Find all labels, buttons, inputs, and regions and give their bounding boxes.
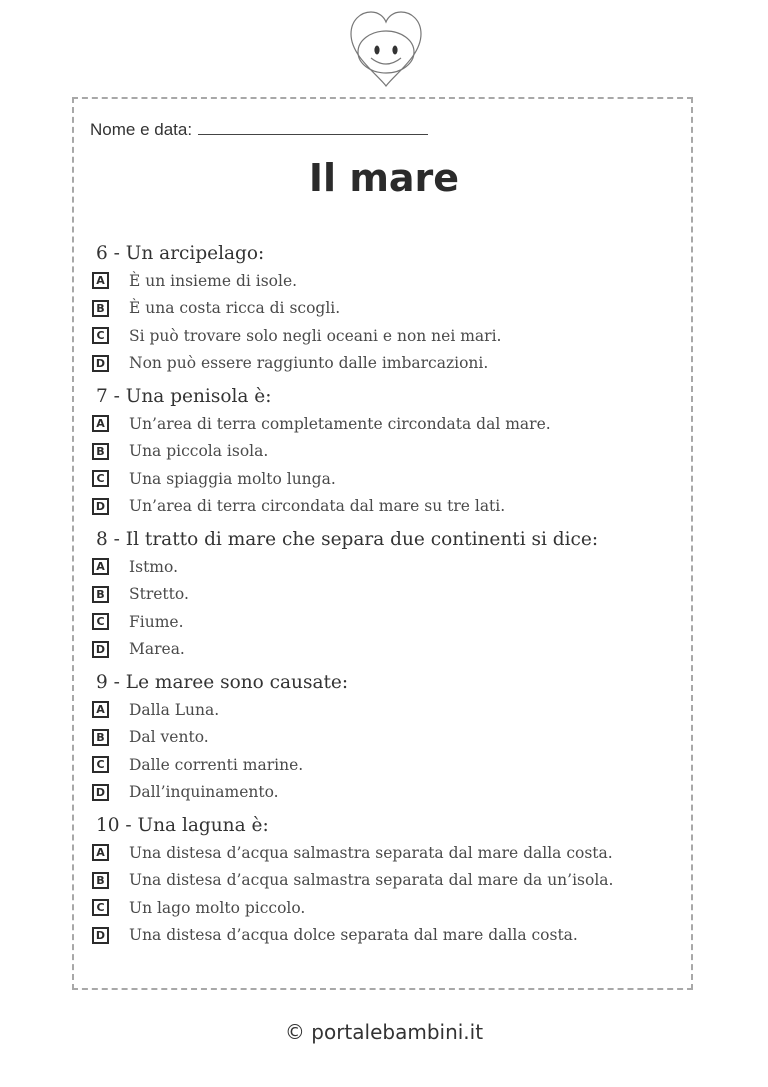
checkbox-c[interactable]: C [92, 899, 109, 916]
checkbox-c[interactable]: C [92, 613, 109, 630]
copyright-footer: © portalebambini.it [284, 1020, 484, 1044]
page-title: Il mare [308, 156, 460, 200]
question-label: 10 - Una laguna è: [96, 815, 269, 836]
checkbox-b[interactable]: B [92, 300, 109, 317]
option-text: È una costa ricca di scogli. [129, 299, 341, 318]
checkbox-a[interactable]: A [92, 272, 109, 289]
option-text: Non può essere raggiunto dalle imbarcazioni. [129, 354, 489, 373]
checkbox-d[interactable]: D [92, 927, 109, 944]
checkbox-b[interactable]: B [92, 729, 109, 746]
answer-option-b[interactable] [92, 438, 682, 466]
answer-option-c[interactable] [92, 465, 682, 493]
checkbox-d[interactable]: D [92, 641, 109, 658]
option-text: Una distesa d’acqua salmastra separata dal mare da un’isola. [129, 871, 614, 890]
answer-option-b[interactable] [92, 724, 682, 752]
option-text: Una distesa d’acqua salmastra separata dal mare dalla costa. [129, 843, 613, 862]
option-text: Un’area di terra completamente circondata dal mare. [129, 414, 551, 433]
answer-option-b[interactable] [92, 581, 682, 609]
answer-option-a[interactable] [92, 267, 682, 295]
option-text: Una distesa d’acqua dolce separata dal mare dalla costa. [129, 926, 578, 945]
option-text: Si può trovare solo negli oceani e non nei mari. [129, 326, 502, 345]
option-text: Dalla Luna. [129, 700, 220, 719]
question-list [92, 240, 682, 955]
option-text: Dal vento. [129, 728, 209, 747]
question-label: 6 - Un arcipelago: [96, 243, 265, 264]
answer-option-b[interactable] [92, 295, 682, 323]
checkbox-c[interactable]: C [92, 327, 109, 344]
answer-option-a[interactable] [92, 696, 682, 724]
option-text: Dall’inquinamento. [129, 783, 279, 802]
smiley-heart-icon [347, 8, 425, 90]
question-label: 8 - Il tratto di mare che separa due continenti si dice: [96, 529, 599, 550]
question-label: 9 - Le maree sono causate: [96, 672, 349, 693]
answer-option-c[interactable] [92, 751, 682, 779]
answer-option-c[interactable] [92, 322, 682, 350]
option-text: È un insieme di isole. [129, 271, 298, 290]
answer-option-d[interactable] [92, 922, 682, 950]
checkbox-a[interactable]: A [92, 844, 109, 861]
answer-option-d[interactable] [92, 493, 682, 521]
checkbox-b[interactable]: B [92, 586, 109, 603]
question [92, 240, 682, 377]
option-text: Un’area di terra circondata dal mare su tre lati. [129, 497, 506, 516]
answer-option-d[interactable] [92, 779, 682, 807]
answer-option-c[interactable] [92, 608, 682, 636]
name-date-label: Nome e data: [90, 120, 193, 139]
answer-option-d[interactable] [92, 350, 682, 378]
option-text: Dalle correnti marine. [129, 755, 304, 774]
checkbox-b[interactable]: B [92, 443, 109, 460]
answer-option-b[interactable] [92, 867, 682, 895]
question [92, 526, 682, 663]
checkbox-a[interactable]: A [92, 415, 109, 432]
checkbox-c[interactable]: C [92, 470, 109, 487]
option-text: Istmo. [129, 557, 178, 576]
answer-option-a[interactable] [92, 553, 682, 581]
question [92, 812, 682, 949]
question [92, 383, 682, 520]
checkbox-b[interactable]: B [92, 872, 109, 889]
option-text: Un lago molto piccolo. [129, 898, 306, 917]
name-date-field[interactable] [198, 118, 428, 135]
checkbox-a[interactable]: A [92, 701, 109, 718]
answer-option-d[interactable] [92, 636, 682, 664]
checkbox-a[interactable]: A [92, 558, 109, 575]
answer-option-a[interactable] [92, 410, 682, 438]
option-text: Una spiaggia molto lunga. [129, 469, 336, 488]
checkbox-d[interactable]: D [92, 784, 109, 801]
checkbox-d[interactable]: D [92, 355, 109, 372]
option-text: Marea. [129, 640, 185, 659]
option-text: Una piccola isola. [129, 442, 269, 461]
checkbox-c[interactable]: C [92, 756, 109, 773]
checkbox-d[interactable]: D [92, 498, 109, 515]
answer-option-c[interactable] [92, 894, 682, 922]
question [92, 669, 682, 806]
answer-option-a[interactable] [92, 839, 682, 867]
name-date-row [90, 118, 428, 140]
question-label: 7 - Una penisola è: [96, 386, 272, 407]
option-text: Fiume. [129, 612, 184, 631]
option-text: Stretto. [129, 585, 189, 604]
